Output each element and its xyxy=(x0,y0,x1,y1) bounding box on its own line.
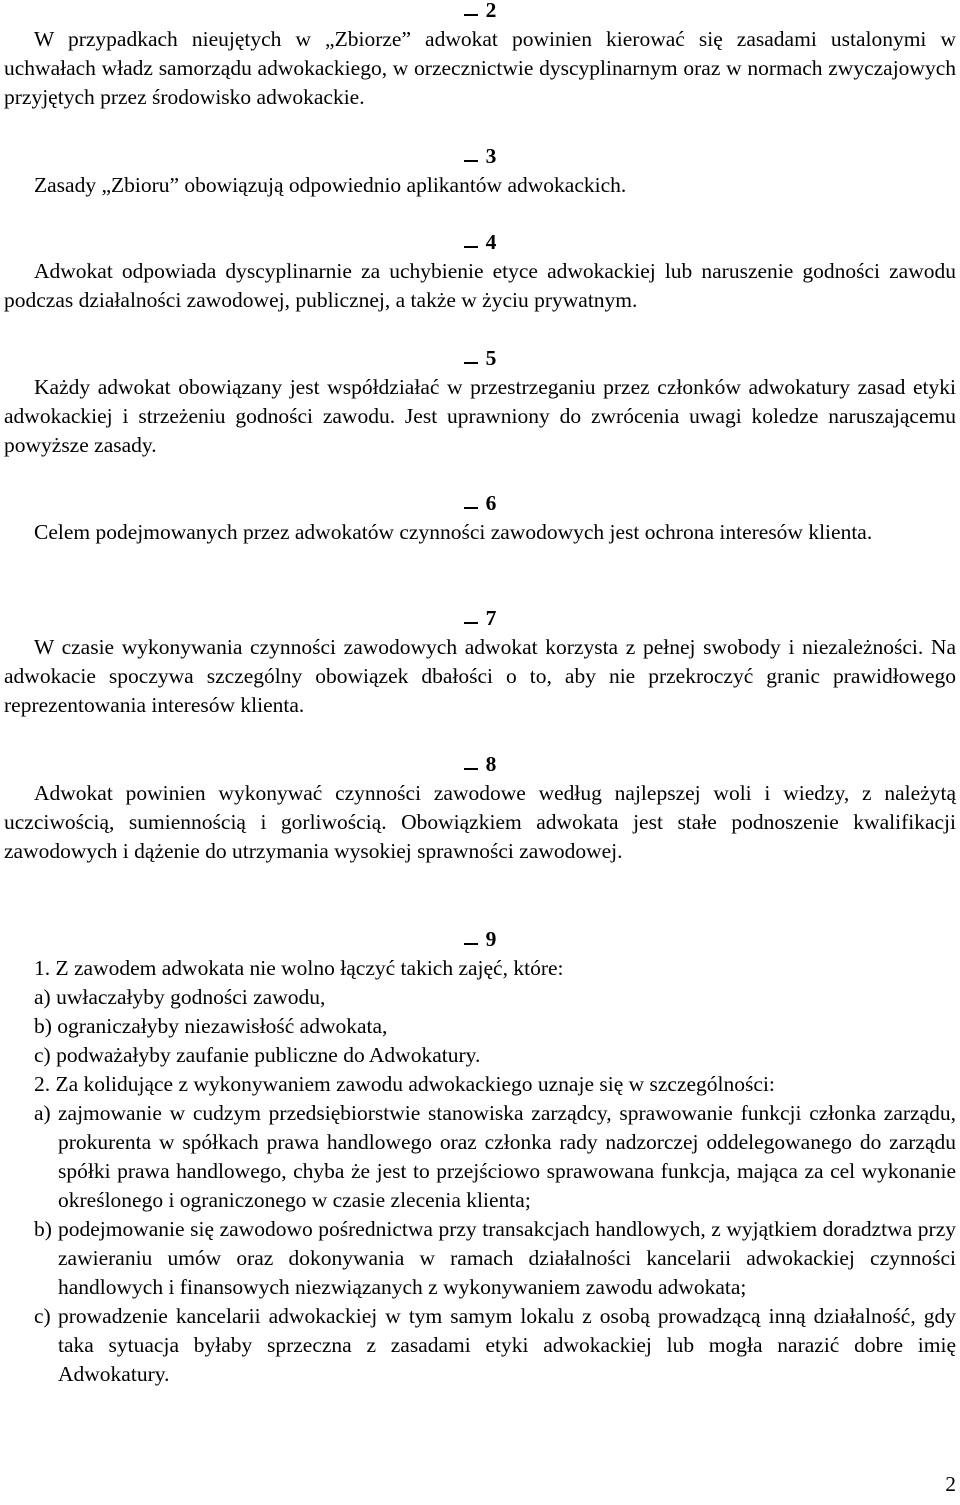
list-item xyxy=(4,1099,956,1215)
section-text: Zasady „Zbioru” obowiązują odpowiednio aplikantów adwokackich. xyxy=(34,173,627,197)
section-8 xyxy=(4,750,956,866)
section-5 xyxy=(4,344,956,460)
list-item: c) podważałyby zaufanie publiczne do Adwokatury. xyxy=(34,1043,481,1067)
section-4 xyxy=(4,228,956,315)
section-2 xyxy=(4,0,956,112)
list-item-label: b) xyxy=(34,1217,52,1241)
section-heading xyxy=(4,489,956,518)
section-sign-icon xyxy=(464,751,478,773)
section-heading xyxy=(4,142,956,171)
paragraph-1: 1. Z zawodem adwokata nie wolno łączyć takich zajęć, które: xyxy=(34,956,564,980)
section-number: 3 xyxy=(485,144,497,168)
list-item-text: zajmowanie w cudzym przedsiębiorstwie stanowiska zarządcy, sprawowanie funkcji członka zarządu, prokurenta w spółkach prawa handlowego oraz członka rady nadzorczej oddelegowanego do zarządu spółki prawa handlowego, chyba że jest to przejściowo sprawowana funkcja, mająca za cel wykonanie określonego i ograniczonego w czasie zlecenia klienta; xyxy=(58,1101,956,1212)
section-9 xyxy=(4,925,956,1389)
list-item-text: podejmowanie się zawodowo pośrednictwa przy transakcjach handlowych, z wyjątkiem doradztwa przy zawieraniu umów oraz dokonywania w ramach działalności kancelarii adwokackiej czynności handlowych i finansowych niezwiązanych z wykonywaniem zawodu adwokata; xyxy=(58,1217,956,1299)
section-sign-icon xyxy=(464,926,478,948)
section-number: 9 xyxy=(485,927,497,951)
section-number: 7 xyxy=(485,606,497,630)
section-number: 4 xyxy=(485,230,497,254)
section-text: W czasie wykonywania czynności zawodowych adwokat korzysta z pełnej swobody i niezależności. Na adwokacie spoczywa szczególny obowiązek dbałości o to, aby nie przekroczyć granic prawidłowego reprezentowania interesów klienta. xyxy=(4,635,956,717)
section-text: Adwokat powinien wykonywać czynności zawodowe według najlepszej woli i wiedzy, z należytą uczciwością, sumiennością i gorliwością. Obowiązkiem adwokata jest stałe podnoszenie kwalifikacji zawodowych i dążenie do utrzymania wysokiej sprawności zawodowej. xyxy=(4,781,956,863)
section-heading xyxy=(4,0,956,25)
list-item: a) uwłaczałyby godności zawodu, xyxy=(34,985,326,1009)
section-sign-icon xyxy=(464,143,478,165)
section-sign-icon xyxy=(464,605,478,627)
section-heading xyxy=(4,228,956,257)
section-sign-icon xyxy=(464,345,478,367)
section-text: Adwokat odpowiada dyscyplinarnie za uchybienie etyce adwokackiej lub naruszenie godności zawodu podczas działalności zawodowej, publicznej, a także w życiu prywatnym. xyxy=(4,259,956,312)
section-sign-icon xyxy=(464,229,478,251)
section-sign-icon xyxy=(464,0,478,19)
page-number: 2 xyxy=(945,1472,956,1496)
section-heading xyxy=(4,604,956,633)
section-number: 8 xyxy=(485,752,497,776)
paragraph-2: 2. Za kolidujące z wykonywaniem zawodu adwokackiego uznaje się w szczególności: xyxy=(34,1072,775,1096)
section-sign-icon xyxy=(464,490,478,512)
section-heading xyxy=(4,750,956,779)
section-number: 6 xyxy=(485,491,497,515)
section-text: W przypadkach nieujętych w „Zbiorze” adwokat powinien kierować się zasadami ustalonymi w uchwałach władz samorządu adwokackiego, w orzecznictwie dyscyplinarnym oraz w normach zwyczajowych przyjętych przez środowisko adwokackie. xyxy=(4,27,956,109)
section-text: Celem podejmowanych przez adwokatów czynności zawodowych jest ochrona interesów klienta. xyxy=(34,520,873,544)
list-item xyxy=(4,1215,956,1302)
list-item-label: a) xyxy=(34,1101,51,1125)
section-heading xyxy=(4,344,956,373)
section-number: 5 xyxy=(485,346,497,370)
section-6 xyxy=(4,489,956,547)
list-item-label: c) xyxy=(34,1304,51,1328)
list-item-text: prowadzenie kancelarii adwokackiej w tym samym lokalu z osobą prowadzącą inną działalność, gdy taka sytuacja byłaby sprzeczna z zasadami etyki adwokackiej lub mogła narazić dobre imię Adwokatury. xyxy=(58,1304,956,1386)
list-item: b) ograniczałyby niezawisłość adwokata, xyxy=(34,1014,388,1038)
section-text: Każdy adwokat obowiązany jest współdziałać w przestrzeganiu przez członków adwokatury zasad etyki adwokackiej i strzeżeniu godności zawodu. Jest uprawniony do zwrócenia uwagi koledze naruszającemu powyższe zasady. xyxy=(4,375,956,457)
section-heading xyxy=(4,925,956,954)
section-7 xyxy=(4,604,956,720)
section-3 xyxy=(4,142,956,200)
list-item xyxy=(4,1302,956,1389)
section-number: 2 xyxy=(485,0,497,22)
